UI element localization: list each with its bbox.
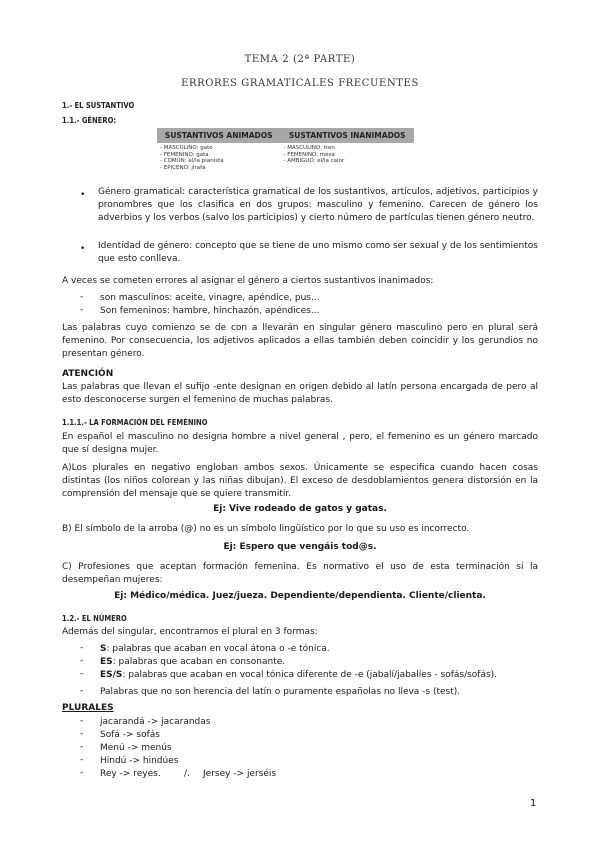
paragraph-errores: A veces se cometen errores al asignar el género a ciertos sustantivos inanimados:: [62, 276, 434, 286]
paragraph-b: B) El símbolo de la arroba (@) no es un símbolo lingüístico por lo que su uso es incorrecto.: [62, 524, 470, 534]
table-item: - FEMENINO: mesa: [283, 151, 335, 158]
doc-subtitle: ERRORES GRAMATICALES FRECUENTES: [181, 78, 419, 89]
bullet-icon: •: [80, 244, 86, 254]
table-cell-inanimados: [280, 143, 414, 173]
dash-marker: -: [80, 669, 84, 679]
plurales-title: [62, 702, 114, 715]
example-1: Ej: Vive rodeado de gatos y gatas.: [213, 504, 387, 514]
forma-item: [100, 669, 497, 682]
table-item: - AMBIGUO: el/la calor: [283, 158, 345, 164]
forma-item: [100, 656, 285, 669]
paragraph-numero: Además del singular, encontramos el plural en 3 formas:: [62, 627, 318, 637]
dash-marker: -: [80, 768, 84, 778]
plural-separator: /.: [184, 769, 190, 779]
dash-marker: -: [80, 305, 84, 315]
bullet-genero-gramatical: Género gramatical: característica gramatical de los sustantivos, artículos, adjetivos, participios y pronombres que los clasifica en dos grupos: masculino y femenino. Carecen de género los adverbios y los verbos (salvo los participios) y cierto número de partículas tienen género neutro.: [98, 187, 538, 223]
forma-item: [100, 643, 330, 656]
plural-item: Jersey -> jerséis: [203, 769, 277, 779]
forma-item: Palabras que no son herencia del latín o puramente españolas no lleva -s (test).: [100, 687, 461, 697]
plural-item: Rey -> reyes.: [100, 769, 161, 779]
paragraph-espanol: En español el masculino no designa hombre a nivel general , pero, el femenino es un género marcado que sí designa mujer.: [62, 432, 538, 455]
gender-table: [157, 128, 414, 173]
forma-text: : palabras que acaban en consonante.: [112, 657, 286, 667]
bullet-icon: •: [80, 190, 86, 200]
table-header-inanimados: SUSTANTIVOS INANIMADOS: [280, 128, 414, 143]
table-item: - EPICENO: jirafa: [160, 164, 206, 171]
dash-marker: -: [80, 292, 84, 302]
forma-key: ES: [100, 657, 113, 667]
paragraph-palabras: Las palabras cuyo comienzo se de con a llevarán en singular género masculino pero en plural será femenino. Por consecuencia, los adjetivos aplicados a ellas también deben coincidir y los gerundios no presentan género.: [62, 323, 538, 359]
dash-marker: -: [80, 716, 84, 726]
plural-item: jacarandá -> jacarandas: [100, 717, 211, 727]
forma-text: : palabras que acaban en vocal tónica diferente de -e (jabalí/jabalíes - sofás/sofás).: [122, 670, 498, 680]
heading-genero: 1.1.- GÉNERO:: [62, 116, 117, 125]
atencion-text: Las palabras que llevan el sufijo -ente designan en origen debido al latín persona encargada de pero al esto desconocerse surgen el femenino de muchas palabras.: [62, 382, 538, 405]
table-item: - MASCULINO: gato: [160, 145, 213, 151]
doc-title: TEMA 2 (2ª PARTE): [244, 54, 356, 65]
atencion-title: ATENCIÓN: [62, 369, 114, 379]
list-item: Son femeninos: hambre, hinchazón, apéndices...: [100, 306, 320, 316]
example-3: Ej: Médico/médica. Juez/jueza. Dependiente/dependienta. Cliente/clienta.: [114, 591, 486, 601]
table-item: - COMÚN: el/la pianista: [160, 158, 224, 164]
dash-marker: -: [80, 686, 84, 696]
table-item: - FEMENINO: gata: [160, 151, 209, 158]
plurales-title-text: PLURALES: [62, 703, 114, 713]
paragraph-a: A)Los plurales en negativo engloban ambos sexos. Únicamente se especifica cuando hacen cosas distintas (los niños colorean y las niñas dibujan). El exceso de desdoblamientos genera distorsión en la comprensión del mensaje que se quiere transmitir.: [62, 463, 538, 499]
table-item: - MASCULINO: tren: [283, 145, 335, 151]
dash-marker: -: [80, 643, 84, 653]
dash-marker: -: [80, 729, 84, 739]
bullet-identidad-genero: Identidad de género: concepto que se tiene de uno mismo como ser sexual y de los sentimientos que esto conlleva.: [98, 241, 538, 264]
heading-formacion-femenino: 1.1.1.- LA FORMACIÓN DEL FEMENINO: [62, 418, 208, 427]
forma-key: S: [100, 644, 107, 654]
page-number: 1: [530, 798, 537, 809]
heading-numero: 1.2.- EL NÚMERO: [62, 614, 127, 623]
forma-key: ES/S: [100, 670, 123, 680]
dash-marker: -: [80, 742, 84, 752]
example-2: Ej: Espero que vengáis tod@s.: [223, 542, 377, 552]
plural-item: Sofá -> sofás: [100, 730, 160, 740]
dash-marker: -: [80, 755, 84, 765]
forma-text: : palabras que acaban en vocal átona o -e tónica.: [106, 644, 330, 654]
plural-item: Hindú -> hindúes: [100, 756, 179, 766]
list-item: son masculinos: aceite, vinagre, apéndice, pus...: [100, 293, 320, 303]
table-header-animados: SUSTANTIVOS ANIMADOS: [157, 128, 280, 143]
plural-item: Menú -> menús: [100, 743, 172, 753]
table-cell-animados: [157, 143, 280, 173]
dash-marker: -: [80, 656, 84, 666]
heading-sustantivo: 1.- EL SUSTANTIVO: [62, 101, 135, 110]
paragraph-c: C) Profesiones que aceptan formación femenina. Es normativo el uso de esta terminación si la desempeñan mujeres:: [62, 562, 538, 585]
